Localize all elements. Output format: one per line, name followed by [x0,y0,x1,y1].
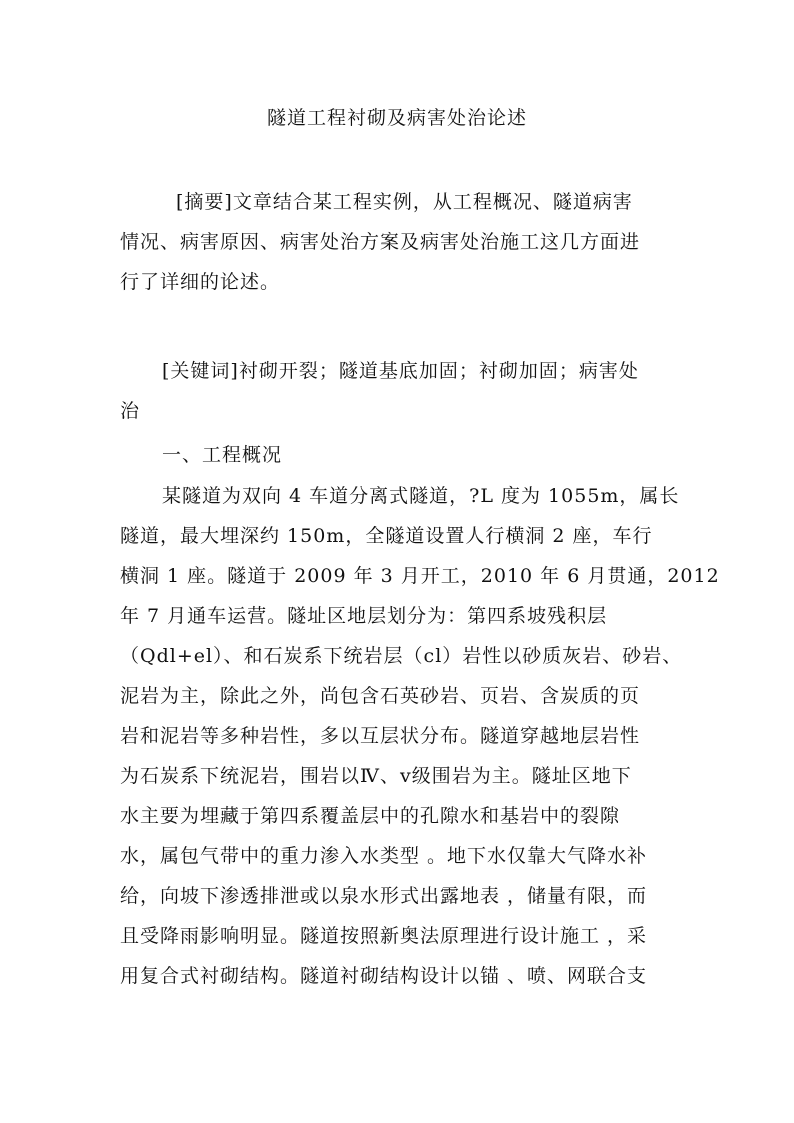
keywords-line: 治 [120,400,141,422]
keywords-line: [关键词]衬砌开裂；隧道基底加固；衬砌加固；病害处 [162,360,639,382]
section-heading-text: 一、工程概况 [162,444,283,466]
section-heading [120,435,676,475]
section-body-paragraph [120,476,720,996]
body-line: 为石炭系下统泥岩，围岩以Ⅳ、ⅴ级围岩为主。隧址区地下 [120,765,632,787]
abstract-line: 行了详细的论述。 [120,271,281,293]
body-line: 水主要为埋藏于第四系覆盖层中的孔隙水和基岩中的裂隙 [120,805,621,827]
body-line: 隧道，最大埋深约 150m，全隧道设置人行横洞 2 座，车行 [120,525,653,547]
body-line: 泥岩为主，除此之外，尚包含石英砂岩、页岩、含炭质的页 [120,685,641,707]
body-line: 某隧道为双向 4 车道分离式隧道，?L 度为 1055m，属长 [162,485,680,507]
body-line: 给，向坡下渗透排泄或以泉水形式出露地表 ，储量有限，而 [120,885,648,907]
keywords-paragraph [120,351,676,431]
body-line: 用复合式衬砌结构。隧道衬砌结构设计以锚 、喷、网联合支 [120,965,648,987]
body-line: 且受降雨影响明显。隧道按照新奥法原理进行设计施工 ，采 [120,925,648,947]
abstract-line: [摘要]文章结合某工程实例，从工程概况、隧道病害 [176,191,633,213]
body-line: 水，属包气带中的重力渗入水类型 。地下水仅靠大气降水补 [120,845,648,867]
document-title: 隧道工程衬砌及病害处治论述 [266,107,527,129]
body-line: 岩和泥岩等多种岩性，多以互层状分布。隧道穿越地层岩性 [120,725,641,747]
body-line: （Qdl+el）、和石炭系下统岩层（cl）岩性以砂质灰岩、砂岩、 [120,645,683,667]
abstract-line: 情况、病害原因、病害处治方案及病害处治施工这几方面进 [120,231,641,253]
body-line: 年 7 月通车运营。隧址区地层划分为：第四系坡残积层 [120,605,608,627]
abstract-paragraph [120,182,676,302]
body-line: 横洞 1 座。隧道于 2009 年 3 月开工，2010 年 6 月贯通，2012 [120,565,720,587]
